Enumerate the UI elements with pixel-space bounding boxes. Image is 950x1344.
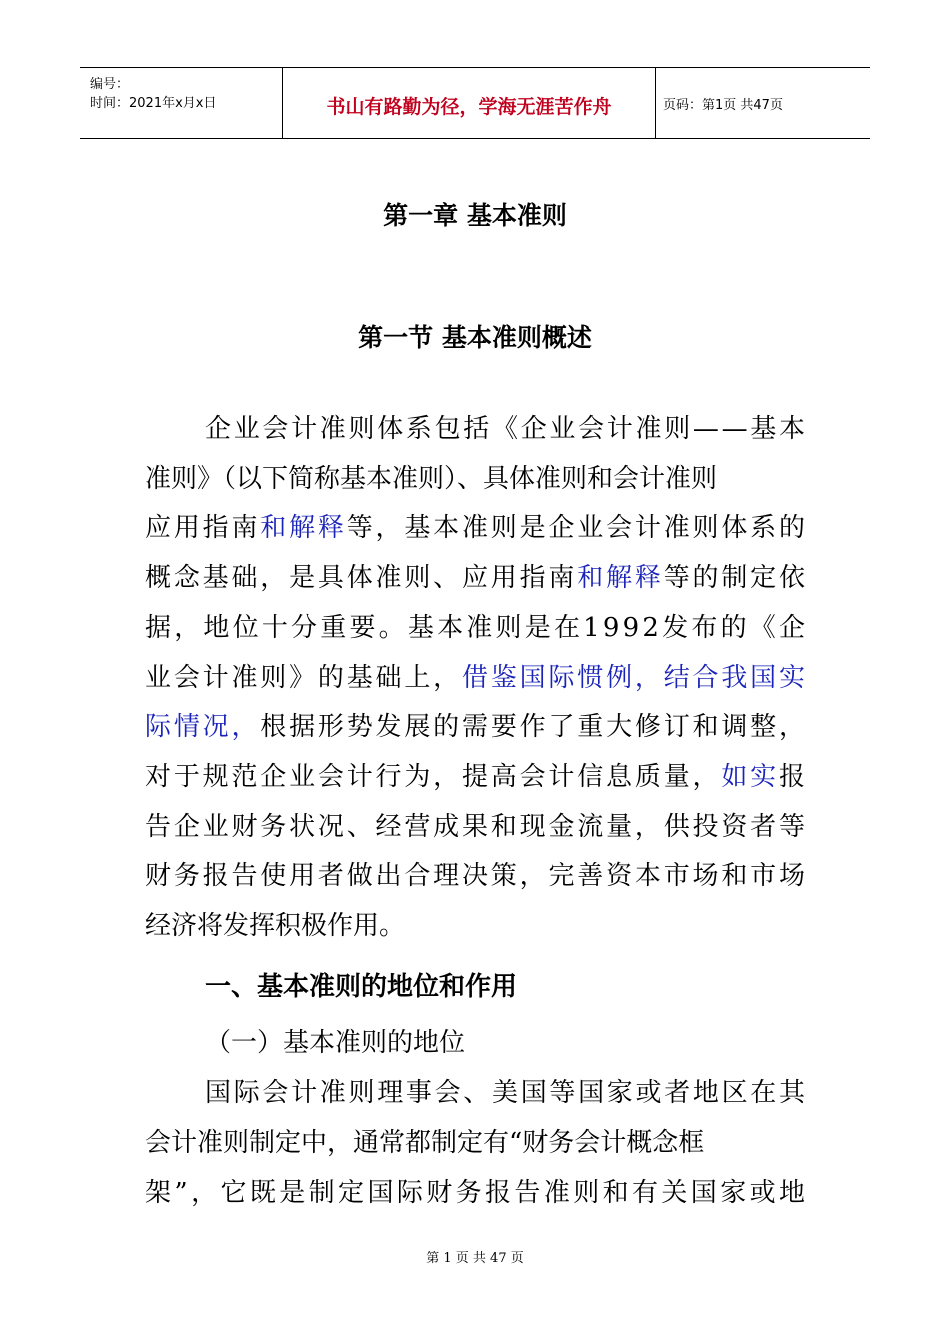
- paragraph-line: 准则》（以下简称基本准则）、具体准则和会计准则: [145, 464, 718, 494]
- paragraph-line: [145, 709, 808, 745]
- text-span: 等的制定依: [663, 563, 808, 593]
- text-span: 概念基础，是具体准则、应用指南: [145, 563, 578, 593]
- text-span: 对于规范企业会计行为，提高会计信息质量，: [145, 762, 722, 792]
- text-span: 业会计准则》的基础上，: [145, 663, 462, 693]
- date-label: 时间：2021年x月x日: [90, 96, 217, 111]
- text-span: 根据形势发展的需要作了重大修订和调整，: [260, 712, 808, 742]
- heading-level-1: 一、基本准则的地位和作用: [205, 972, 518, 1002]
- paragraph-line: [145, 759, 808, 795]
- link-text[interactable]: 和解释: [260, 513, 347, 543]
- link-text[interactable]: 借鉴国际惯例，结合我国实: [462, 663, 808, 693]
- paragraph-line: 据，地位十分重要。基本准则是在1992发布的《企: [145, 613, 809, 643]
- link-text[interactable]: 和解释: [577, 563, 664, 593]
- section-title: 第一节 基本准则概述: [358, 323, 592, 352]
- paragraph-line: [145, 660, 808, 696]
- header-motto: 书山有路勤为径，学海无涯苦作舟: [326, 96, 612, 118]
- page-footer: 第 1 页 共 47 页: [426, 1251, 524, 1266]
- paragraph-line: 告企业财务状况、经营成果和现金流量，供投资者等: [145, 812, 808, 842]
- paragraph-line: 企业会计准则体系包括《企业会计准则——基本: [205, 414, 808, 444]
- paragraph-line: 经济将发挥积极作用。: [145, 911, 406, 941]
- header-page-info: 页码：第1页 共47页: [663, 98, 783, 113]
- chapter-title: 第一章 基本准则: [383, 201, 567, 230]
- text-span: 报: [778, 762, 808, 792]
- number-label: 编号：: [90, 77, 130, 92]
- header-page-cell: [655, 68, 870, 138]
- header-motto-cell: [282, 68, 656, 138]
- text-span: 等，基本准则是企业会计准则体系的: [346, 513, 808, 543]
- paragraph-line: 架”，它既是制定国际财务报告准则和有关国家或地: [145, 1178, 809, 1208]
- link-text[interactable]: 际情况，: [145, 712, 261, 742]
- paragraph-line: [145, 560, 808, 596]
- paragraph-line: [145, 510, 808, 546]
- paragraph-line: 国际会计准则理事会、美国等国家或者地区在其: [205, 1078, 808, 1108]
- header-meta-cell: [80, 68, 282, 138]
- text-span: 应用指南: [145, 513, 261, 543]
- paragraph-line: 会计准则制定中，通常都制定有“财务会计概念框: [145, 1128, 705, 1158]
- document-header: [80, 67, 870, 139]
- subheading: （一）基本准则的地位: [205, 1028, 466, 1058]
- link-text[interactable]: 如实: [721, 762, 779, 792]
- paragraph-line: 财务报告使用者做出合理决策，完善资本市场和市场: [145, 861, 808, 891]
